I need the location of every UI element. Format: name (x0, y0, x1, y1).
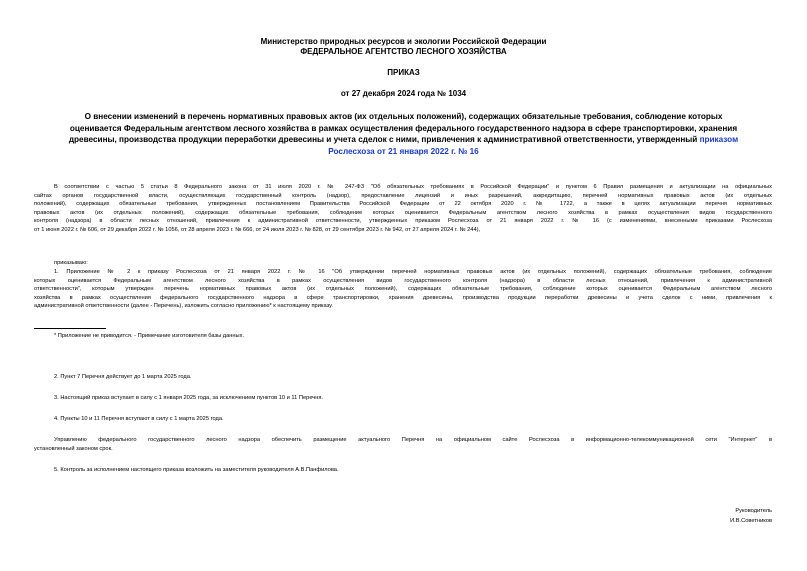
order-16-link[interactable]: приказом (699, 135, 739, 144)
paragraph-line: положений), содержащих обязательные требования, утвержденных постановлением Правительства Российской Федерации от 22 октября 2020 г. № 1722, а также в целях актуализации перечня нормативных (34, 201, 772, 207)
footnote-divider (34, 328, 106, 329)
paragraph-line: 1. Приложение № 2 к приказу Рослесхоза от 21 января 2022 г. № 16 "Об утверждении перечней нормативных правовых актов (их отдельных положений), содержащих обязательные требования, соблюдение (54, 269, 772, 275)
management-paragraph (34, 436, 772, 453)
paragraph-line: установленный законом срок. (34, 445, 113, 452)
agency-name: ФЕДЕРАЛЬНОЕ АГЕНТСТВО ЛЕСНОГО ХОЗЯЙСТВА (300, 47, 507, 56)
order-16-link[interactable]: Рослесхоза от 21 января 2022 г. № 16 (328, 146, 479, 156)
paragraph-line: правовых актов (их отдельных положений), содержащих обязательные требования, соблюдение которых оценивается Федеральным агентством лесного хозяйства в рамках осуществления видов государственного (34, 209, 772, 216)
paragraph-line: В соответствии с частью 5 статьи 8 Федерального закона от 31 июля 2020 г. № 247-ФЗ "Об обязательных требованиях в Российской Федерации" и пунктом 6 Правил размещения и актуализации на официальных (54, 184, 772, 190)
paragraph-line: ответственности", которым утвержден перечень нормативных правовых актов (их отдельных положений), содержащих обязательные требования, соблюдение которых оценивается Федеральным агентством лесного (34, 286, 772, 292)
paragraph-line: административной ответственности (далее - Перечень), изложить согласно приложению* к настоящему приказу. (34, 303, 333, 309)
title-line: оценивается Федеральным агентством лесного хозяйства в рамках осуществления федерального государственного надзора в сфере транспортировки, хранения (69, 123, 738, 133)
preamble-paragraph (34, 183, 772, 234)
item-1-paragraph (34, 268, 772, 311)
title-text: древесины, производства продукции переработки древесины и учета сделок с ними, привлечения к административной ответственности, утвержденный (68, 135, 700, 144)
order-word: приказываю: (54, 260, 88, 266)
paragraph-line: сайтах органов государственной власти, осуществляющих государственный контроль (надзор), предоставление лицензий и иных разрешений, аккредитацию, перечней нормативных правовых актов (их отдельных (34, 192, 772, 199)
document-title (36, 111, 771, 157)
paragraph-line: Управлению федерального государственного лесного надзора обеспечить размещение актуального Перечня на официальном сайте Рослесхоза в информационно-телекоммуникационной сети "Интернет" в (54, 437, 772, 443)
item-4: 4. Пункты 10 и 11 Перечня вступают в силу с 1 марта 2025 года. (54, 416, 224, 422)
footnote: * Приложение не приводится. - Примечание изготовителя базы данных. (54, 333, 245, 339)
paragraph-line: которых оценивается Федеральным агентством лесного хозяйства в рамках осуществления видов государственного контроля (надзора) в области лесных отношений, привлечения к административной (34, 277, 772, 284)
paragraph-line: хозяйства в рамках осуществления федерального государственного надзора в сфере транспортировки, хранения древесины, производства продукции переработки древесины и учета сделок с ними, привлечения к (34, 294, 772, 301)
item-3: 3. Настоящий приказ вступает в силу с 1 января 2025 года, за исключением пунктов 10 и 11 Перечня. (54, 395, 324, 401)
document-type: ПРИКАЗ (387, 68, 420, 77)
paragraph-line: контроля (надзора) в области лесных отношений, привлечения к административной ответственности, утвержденных приказом Рослесхоза от 21 января 2022 г. № 16 (с изменениями, внесенными приказами Рослесхоза (34, 218, 772, 224)
signature-name: И.В.Советников (730, 518, 772, 524)
document-date-number: от 27 декабря 2024 года № 1034 (340, 89, 467, 98)
paragraph-line: от 1 июня 2022 г. № 606, от 29 декабря 2022 г. № 1056, от 28 апреля 2023 г. № 666, от 24 июля 2023 г. № 828, от 29 сентября 2023 г. № 942, от 27 апреля 2024 г. № 244), (34, 226, 481, 233)
item-5: 5. Контроль за исполнением настоящего приказа возложить на заместителя руководителя А.В.Панфилова. (54, 467, 339, 473)
title-line (36, 134, 771, 146)
title-line: О внесении изменений в перечень нормативных правовых актов (их отдельных положений), содержащих обязательные требования, соблюдение которых (84, 112, 723, 121)
signature-position: Руководитель (735, 508, 772, 514)
item-2: 2. Пункт 7 Перечня действует до 1 марта 2025 года. (54, 374, 192, 380)
ministry-name: Министерство природных ресурсов и экологии Российской Федерации (260, 37, 547, 46)
